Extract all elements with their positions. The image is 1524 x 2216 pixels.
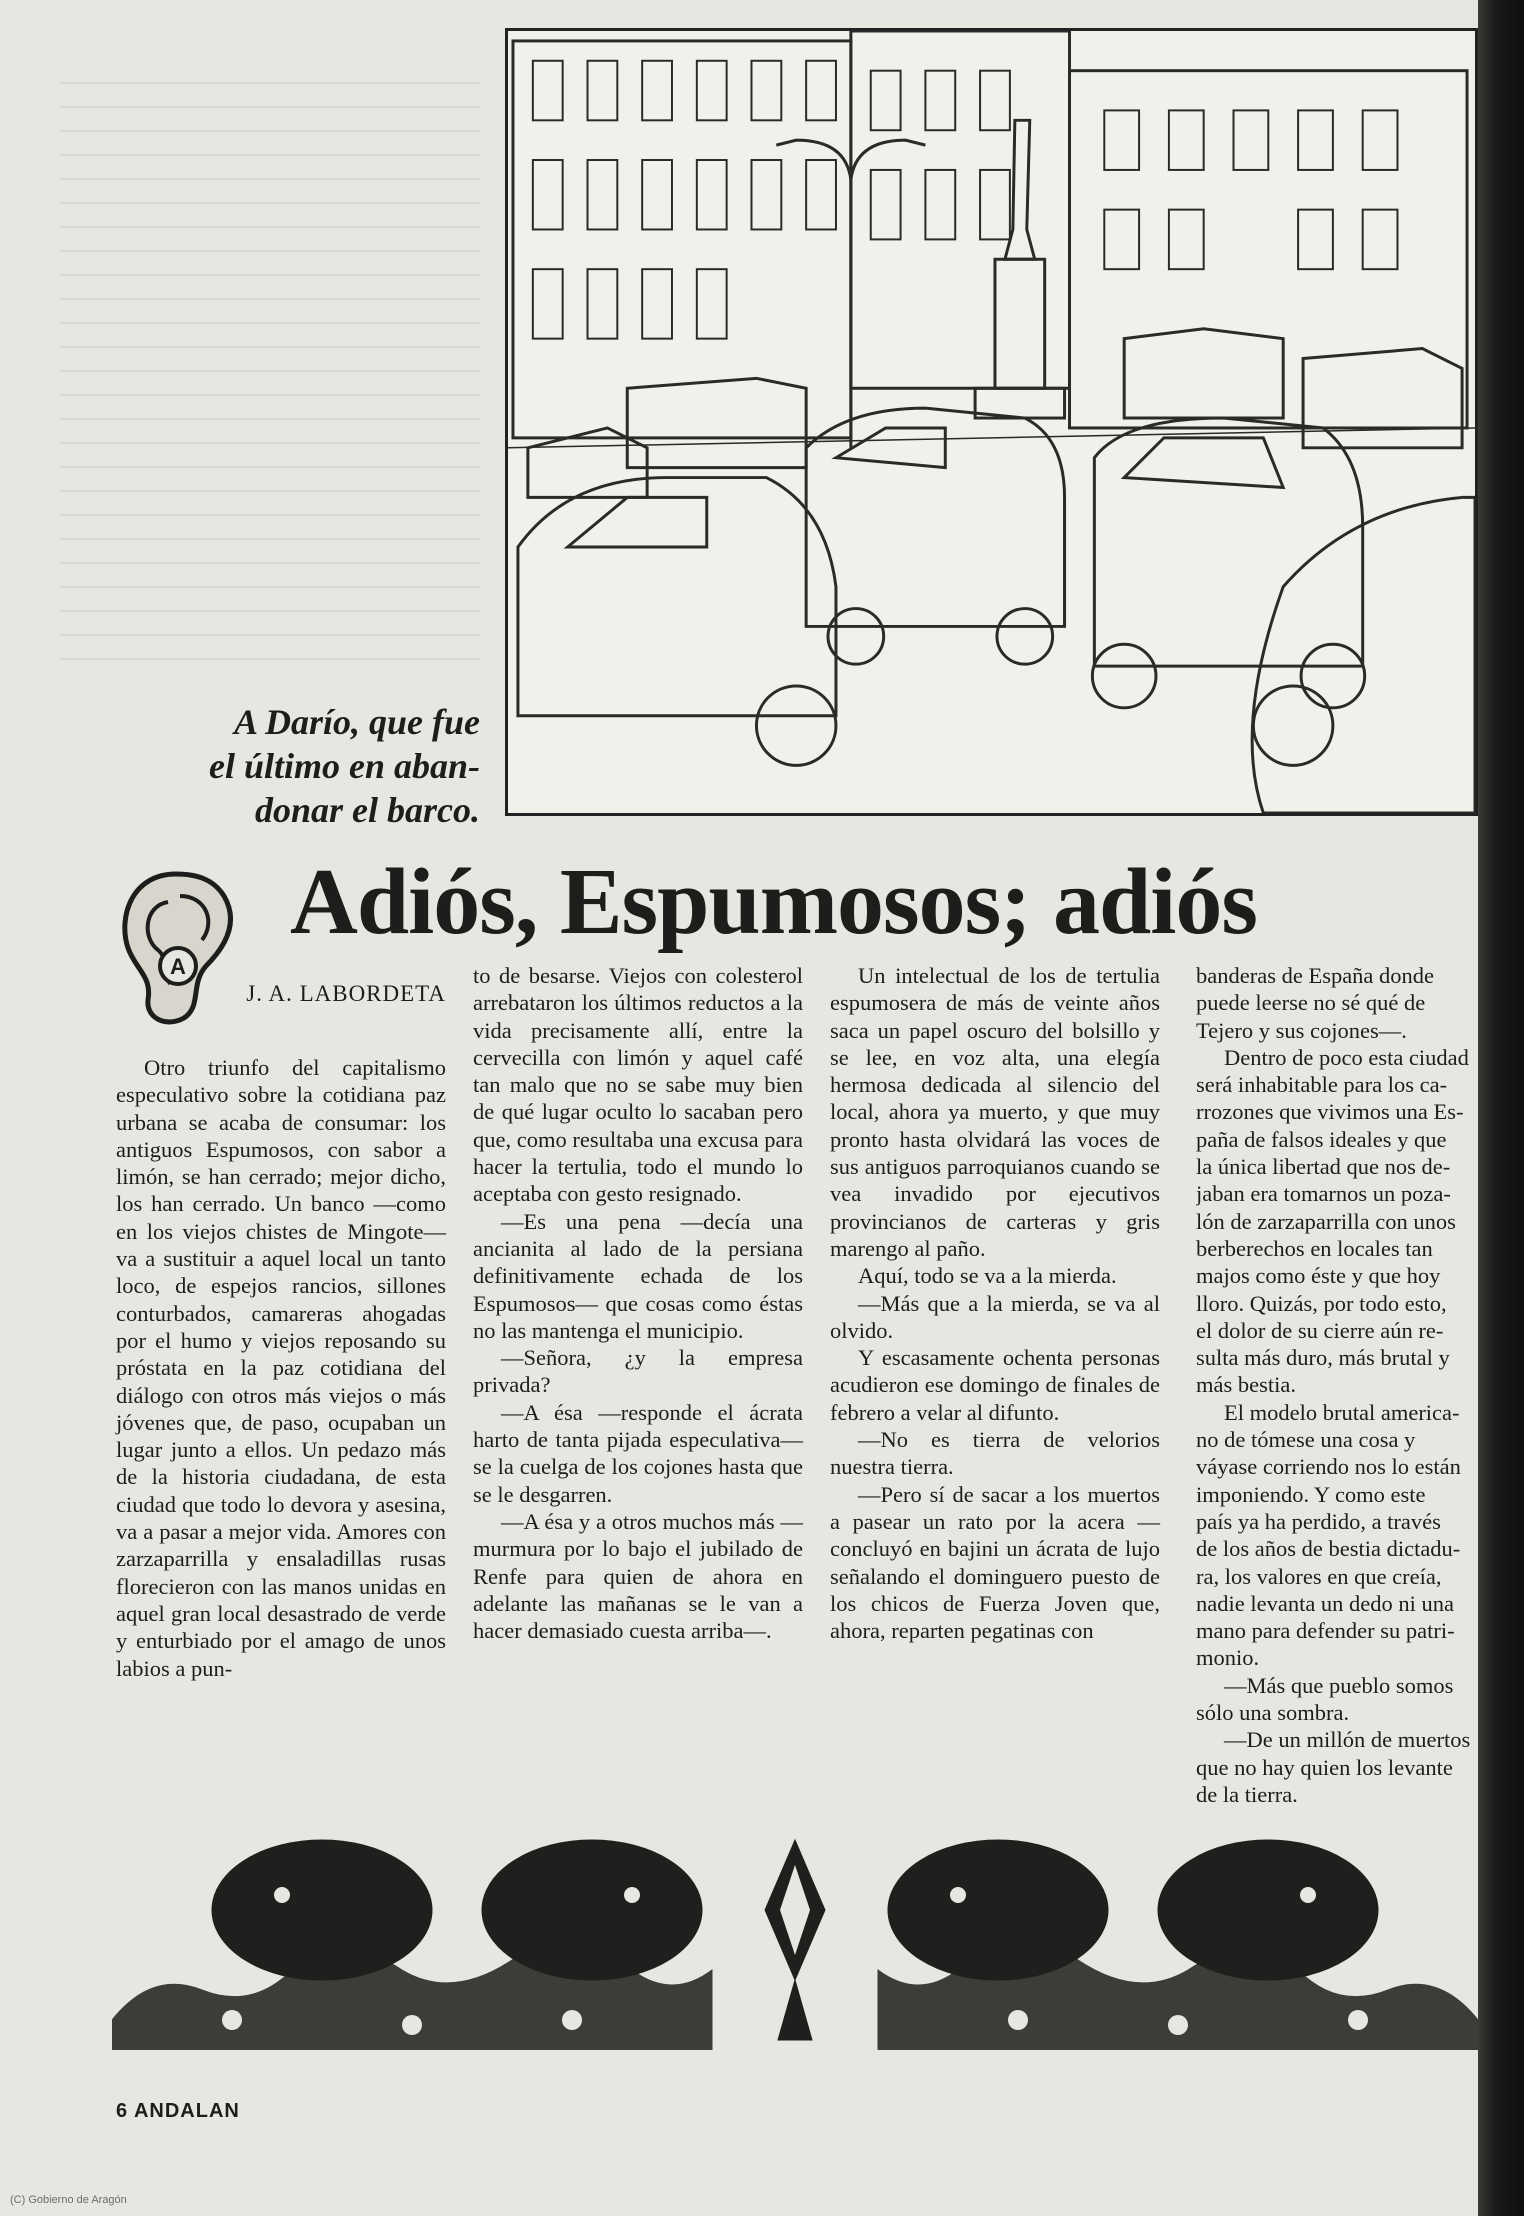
text-line: —De un millón de muertos: [1224, 1727, 1471, 1753]
text-line: puede leerse no sé qué de: [1196, 990, 1426, 1016]
text-line: majos como éste y que hoy: [1196, 1263, 1441, 1289]
paragraph: Otro triunfo del capitalismo especulativo sobre la cotidiana paz urbana se acaba de consumar: los antiguos Espumosos, con sabor a limón, se han cerrado; mejor dicho, los han cerrado. Un banco —como en los viejos chistes de Mingote— va a sustituir a aquel local un tanto loco, de espejos rancios, sillones conturbados, camareras ahogadas por el humo y viejos reposando su próstata en la paz cotidiana del diálogo con otros más viejos o más jóvenes que, de paso, ocupaban un lugar junto a ellos. Un pedazo más de la historia ciudadana, de esta ciudad que todo lo devora y asesina, va a pasar a mejor vida. Amores con zarzaparrilla y ensaladillas rusas florecieron con las manos unidas en aquel gran local desastrado de verde y enturbiado por el amago de unos labios a pun-: [116, 1055, 446, 1681]
text-line: que no hay quien los levante: [1196, 1754, 1453, 1780]
text-line: no de tómese una cosa y: [1196, 1427, 1416, 1453]
text-line: paña de falsos ideales y que: [1196, 1126, 1447, 1152]
page-number: 6: [116, 2100, 129, 2122]
paragraph: —A ésa y a otros muchos más —murmura por lo bajo el jubilado de Renfe para quien de ahora en adelante las mañanas se le van a hacer demasiado cuesta arriba—.: [473, 1508, 803, 1644]
paragraph: Un intelectual de los de tertulia espumosera de más de veinte años saca un papel oscuro del bolsillo y se lee, en voz alta, una elegía hermosa dedicada al silencio del local, ahora ya muerto, y que muy pronto hasta olvidará las voces de sus antiguos parroquianos cuando se vea invadido por ejecutivos provincianos de carteras y gris marengo al paño.: [830, 963, 1160, 1261]
text-line: el dolor de su cierre aún re-: [1196, 1317, 1444, 1343]
text-line: nadie levanta un dedo ni una: [1196, 1590, 1455, 1616]
text-line: —Más que pueblo somos: [1224, 1672, 1454, 1698]
article-column-3: [830, 962, 1160, 1644]
dedication: A Darío, que fue el último en aban- donar el barco.: [208, 702, 480, 830]
paragraph: —Más que a la mierda, se va al olvido.: [830, 1290, 1160, 1343]
text-line: de los años de bestia dictadu-: [1196, 1536, 1461, 1562]
paragraph: —Señora, ¿y la empresa privada?: [473, 1345, 803, 1398]
text-line: país ya ha perdido, a través: [1196, 1508, 1441, 1534]
byline: J. A. LABORDETA: [246, 981, 446, 1006]
text-line: monio.: [1196, 1645, 1260, 1671]
text-line: váyase corriendo nos lo están: [1196, 1454, 1461, 1480]
copyright-credit: (C) Gobierno de Aragón: [10, 2194, 127, 2206]
text-line: lloro. Quizás, por todo esto,: [1196, 1290, 1447, 1316]
text-line: Dentro de poco esta ciudad: [1224, 1044, 1469, 1070]
ear-icon-drawing: [106, 866, 246, 1034]
headline: Adiós, Espumosos; adiós: [290, 850, 1257, 954]
scan-edge: [1478, 0, 1524, 2216]
paragraph: —No es tierra de velorios nuestra tierra.: [830, 1427, 1160, 1480]
text-line: sulta más duro, más brutal y: [1196, 1345, 1450, 1371]
text-line: mano para defender su patri-: [1196, 1618, 1455, 1644]
text-line: de la tierra.: [1196, 1781, 1298, 1807]
boar-ornament-border: [112, 1820, 1478, 2050]
street-traffic-illustration: [505, 28, 1478, 816]
text-line: lón de zarzaparrilla con unos: [1196, 1208, 1456, 1234]
article-column-2: [473, 962, 803, 1644]
ear-icon: [106, 866, 246, 1034]
text-line: banderas de España donde: [1196, 963, 1435, 988]
text-line: sólo una sombra.: [1196, 1700, 1350, 1726]
paragraph: Aquí, todo se va a la mierda.: [858, 1263, 1117, 1289]
text-line: ra, los valores en que creía,: [1196, 1563, 1442, 1589]
publication-name: ANDALAN: [133, 2100, 240, 2122]
text-line: rrozones que vivimos una Es-: [1196, 1099, 1464, 1125]
illustration-drawing: [508, 31, 1475, 813]
text-line: imponiendo. Y como este: [1196, 1481, 1426, 1507]
text-line: será inhabitable para los ca-: [1196, 1072, 1448, 1098]
paragraph: —Es una pena —decía una ancianita al lado de la persiana definitivamente echada de los Espumosos— que cosas como éstas no las mantenga el municipio.: [473, 1208, 803, 1343]
page-footer: [116, 2100, 240, 2123]
text-line: la única libertad que nos de-: [1196, 1154, 1451, 1180]
show-through-texture: [60, 60, 480, 660]
article-column-1: [116, 1054, 446, 1682]
paragraph: to de besarse. Viejos con colesterol arrebataron los últimos reductos a la vida precisamente allí, entre la cervecilla con limón y aquel café tan malo que no se sabe muy bien de qué lugar oculto lo sacaban pero que, como resultaba una excusa para hacer la tertulia, todo el mundo lo aceptaba con gesto resignado.: [473, 963, 803, 1207]
ear-icon-letter: A: [170, 954, 186, 979]
text-line: Tejero y sus cojones—.: [1196, 1017, 1407, 1043]
text-line: El modelo brutal america-: [1224, 1399, 1460, 1425]
paragraph: —A ésa —responde el ácrata harto de tanta pijada especulativa— se la cuelga de los cojones hasta que se le desgarren.: [473, 1399, 803, 1507]
paragraph: Y escasamente ochenta personas acudieron ese domingo de finales de febrero a velar al difunto.: [830, 1345, 1160, 1425]
paragraph: —Pero sí de sacar a los muertos a pasear un rato por la acera —concluyó en bajini un ácrata de lujo señalando el dominguero puesto de los chicos de Fuerza Joven que, ahora, reparten pegatinas con: [830, 1481, 1160, 1644]
text-line: berberechos en locales tan: [1196, 1235, 1433, 1261]
text-line: jaban era tomarnos un poza-: [1196, 1181, 1451, 1207]
text-line: más bestia.: [1196, 1372, 1296, 1398]
article-column-4: [1196, 962, 1482, 1808]
ornament-drawing: [112, 1820, 1478, 2050]
